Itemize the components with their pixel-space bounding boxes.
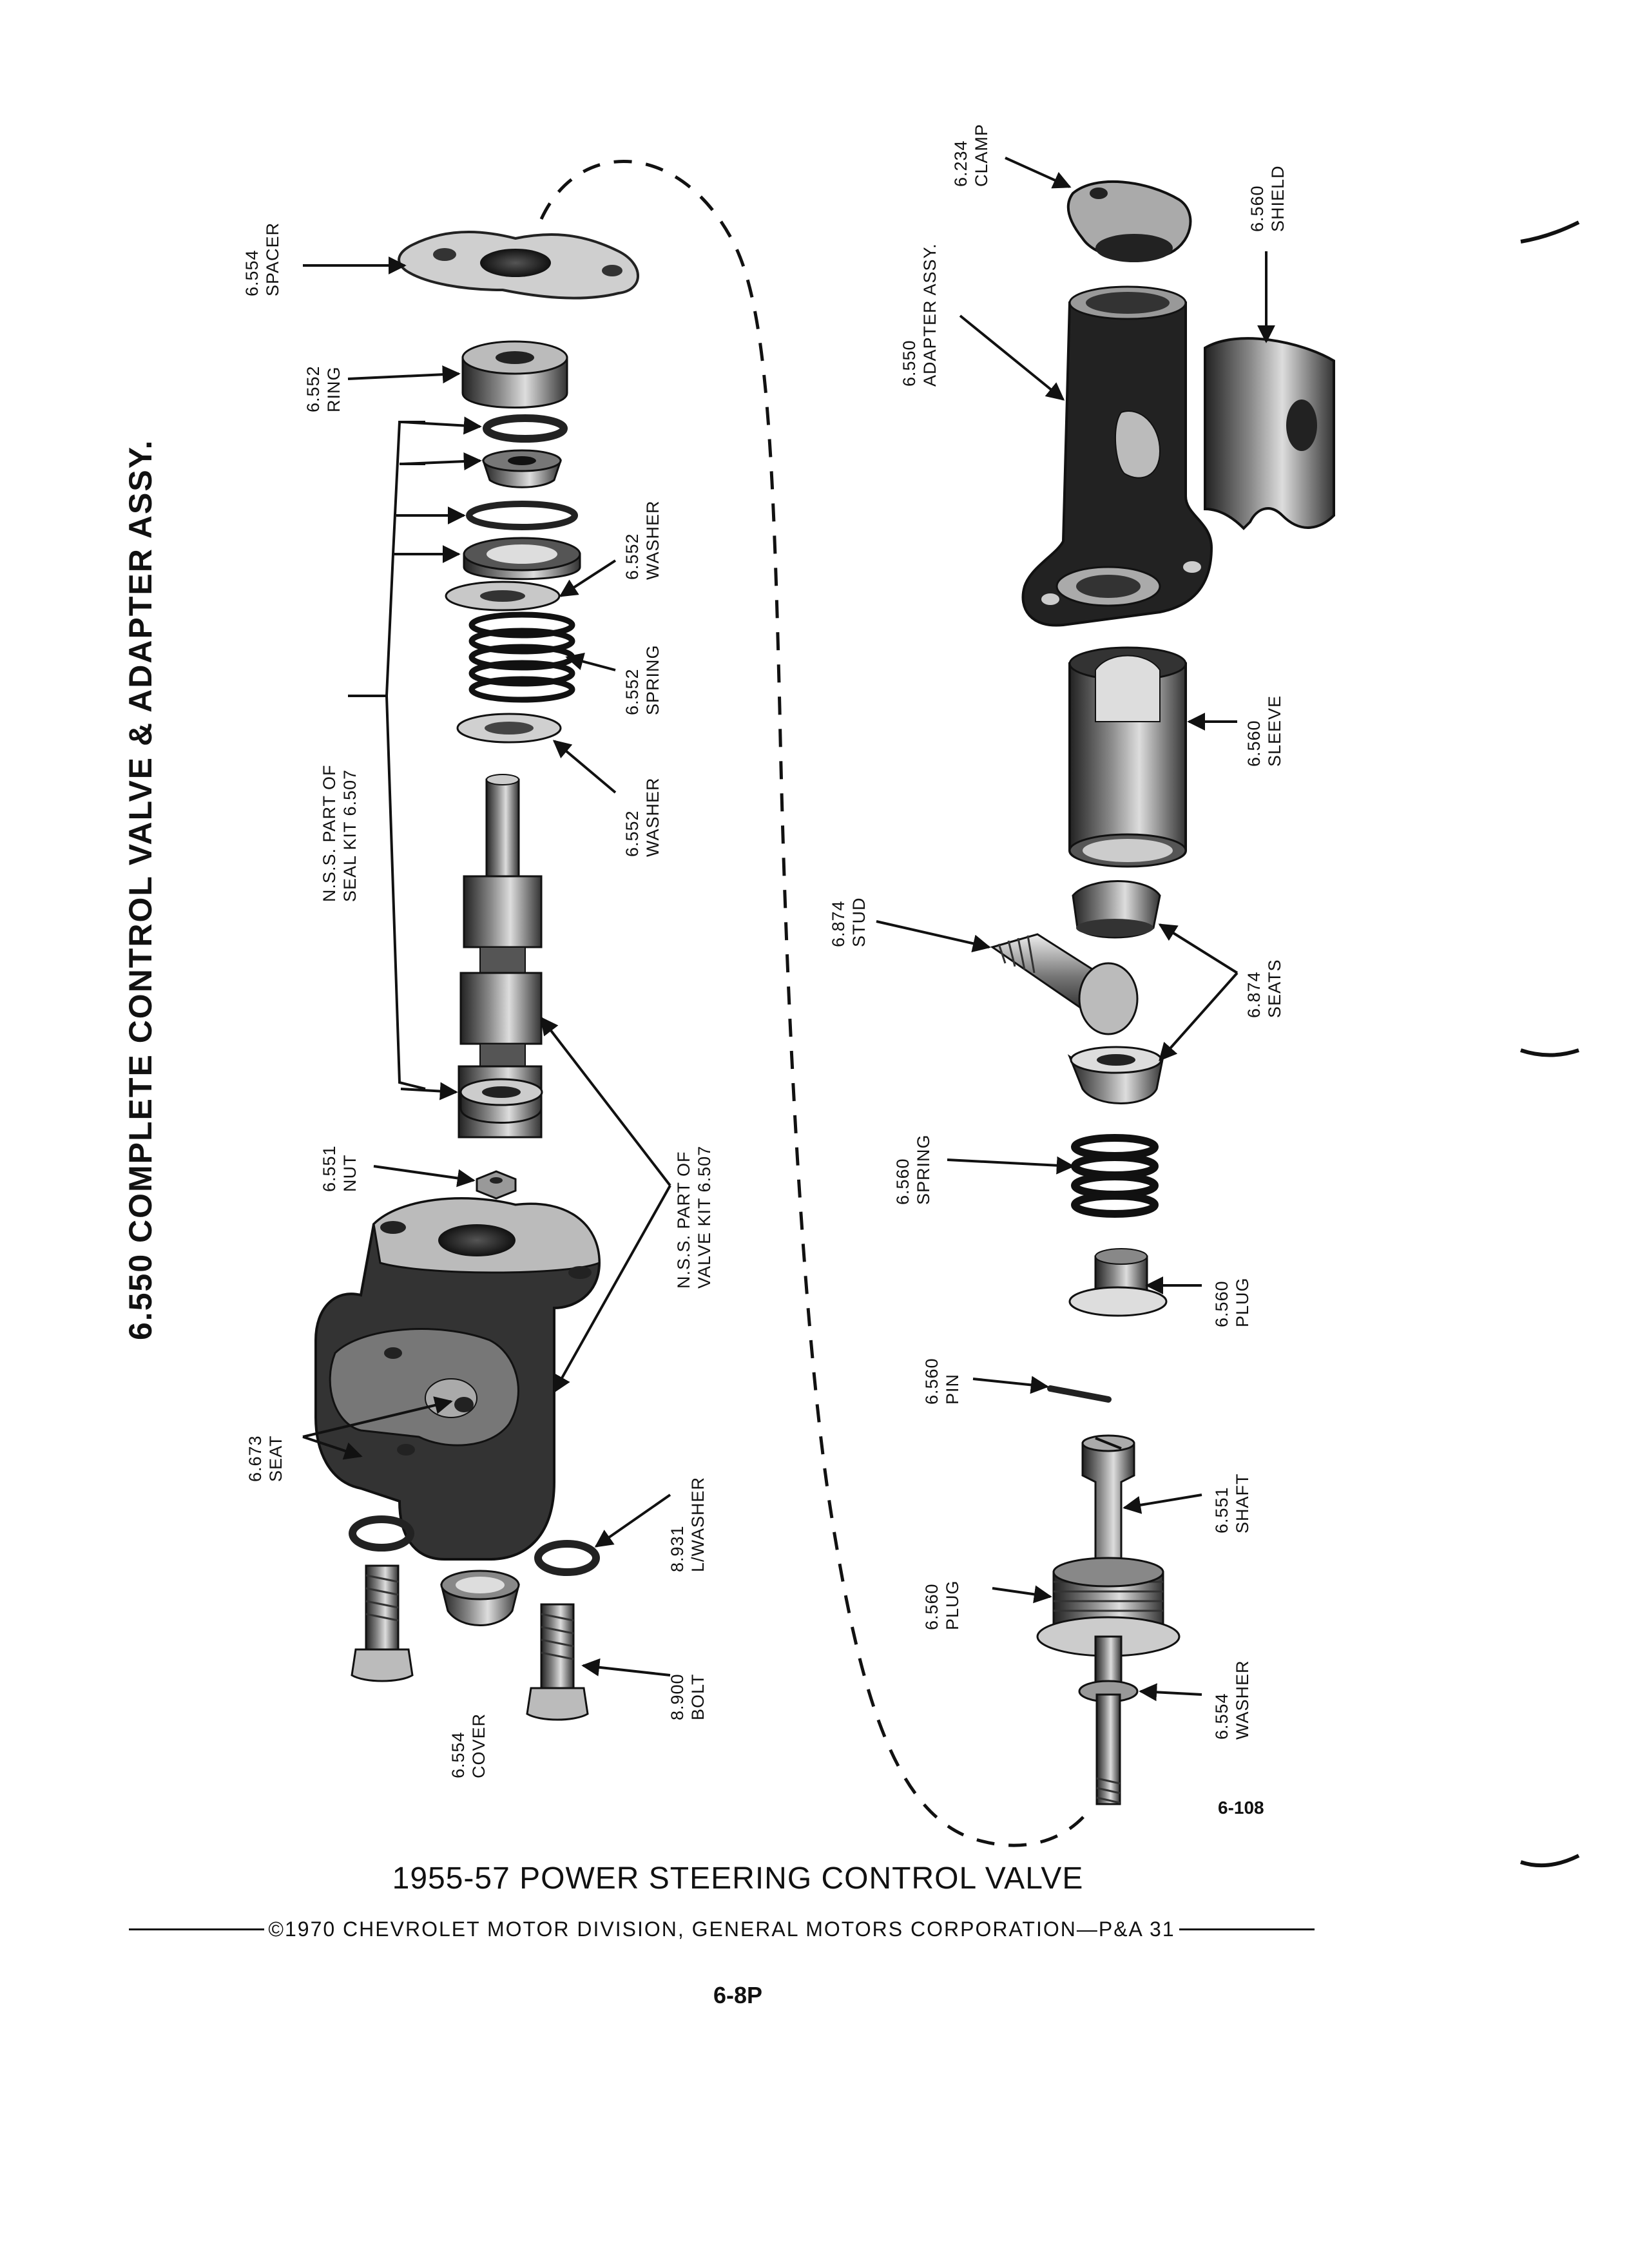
label-plug-r-num: 6.560	[1212, 1280, 1231, 1327]
label-washer-b-name: WASHER	[1233, 1660, 1252, 1740]
leader-plug-l	[992, 1588, 1050, 1597]
label-spring-r-name: SPRING	[914, 1134, 933, 1205]
page-number: 6-8P	[713, 1982, 763, 2008]
label-seal-kit-line2: SEAL KIT 6.507	[340, 769, 360, 902]
label-ring-name: RING	[324, 366, 343, 412]
label-seats-num: 6.874	[1244, 971, 1264, 1018]
lock-washer-left-part	[352, 1519, 410, 1548]
bolt-right-part	[527, 1604, 588, 1720]
leader-valvekit-a	[541, 1018, 670, 1186]
label-stud-num: 6.874	[829, 900, 848, 947]
spacer-part	[399, 232, 638, 298]
leader-seal-2	[403, 461, 480, 464]
copyright-rule-left	[129, 1928, 264, 1930]
o-ring-part	[487, 418, 564, 439]
lock-washer-right-part	[538, 1544, 596, 1572]
leader-ring	[348, 374, 459, 379]
label-bolt-num: 8.900	[668, 1673, 687, 1720]
copyright-rule-right	[1179, 1928, 1315, 1930]
leader-washer-low	[554, 741, 615, 793]
label-lwasher-name: L/WASHER	[688, 1476, 708, 1572]
caption-title: 1955-57 POWER STEERING CONTROL VALVE	[392, 1861, 1084, 1896]
label-bolt-name: BOLT	[688, 1673, 708, 1720]
label-seats-name: SEATS	[1265, 959, 1284, 1018]
label-stud-name: STUD	[849, 897, 869, 947]
bolt-left-part	[352, 1566, 412, 1681]
label-plug-l-name: PLUG	[943, 1580, 962, 1630]
label-shield-num: 6.560	[1248, 185, 1267, 232]
label-valve-kit-line2: VALVE KIT 6.507	[695, 1145, 714, 1289]
valve-housing-part	[316, 1198, 599, 1559]
seat-cup-upper-part	[1073, 881, 1160, 938]
leader-adapter	[960, 316, 1063, 399]
leader-seal-5	[401, 1089, 456, 1092]
leader-seats-a	[1160, 925, 1237, 973]
thin-washer-part	[469, 504, 575, 527]
label-pin-name: PIN	[943, 1373, 962, 1405]
label-seat-num: 6.673	[246, 1435, 265, 1482]
label-nut-num: 6.551	[320, 1145, 339, 1192]
label-spacer-name: SPACER	[263, 222, 282, 296]
label-ring-num: 6.552	[304, 365, 323, 412]
label-washer-low-name: WASHER	[643, 777, 662, 857]
label-lwasher-num: 8.931	[668, 1525, 687, 1572]
washer-part	[446, 582, 559, 610]
page-title: 6.550 COMPLETE CONTROL VALVE & ADAPTER ASSY.	[122, 439, 159, 1340]
label-seal-kit-line1: N.S.S. PART OF	[320, 764, 339, 902]
bottom-seal-part	[461, 1079, 542, 1123]
sleeve-part	[1070, 648, 1186, 867]
cover-part	[441, 1571, 519, 1626]
binder-mark-mid	[1521, 1050, 1579, 1055]
leader-nut	[374, 1166, 474, 1180]
leader-seats-b	[1160, 973, 1237, 1060]
leader-stud	[876, 921, 989, 947]
ring-part	[463, 341, 567, 408]
label-washer-b-num: 6.554	[1212, 1693, 1231, 1740]
label-plug-l-num: 6.560	[922, 1583, 941, 1630]
copyright-line	[129, 1916, 1315, 1942]
label-pin-num: 6.560	[922, 1358, 941, 1405]
copyright-text: ©1970 CHEVROLET MOTOR DIVISION, GENERAL MOTORS CORPORATION—P&A 31	[268, 1917, 1175, 1941]
label-washer-low-num: 6.552	[622, 810, 642, 857]
label-spring-r-num: 6.560	[893, 1158, 912, 1205]
label-clamp-name: CLAMP	[972, 123, 991, 187]
leader-spring	[567, 657, 615, 670]
label-adapter-name: ADAPTER ASSY.	[920, 243, 940, 387]
leader-bolt	[583, 1666, 670, 1675]
figure-number: 6-108	[1218, 1798, 1264, 1818]
leader-spring-r	[947, 1160, 1073, 1166]
adapter-assy-part	[1023, 287, 1212, 626]
clamp-part	[1068, 182, 1191, 262]
assembly-dashed-line	[541, 161, 1089, 1845]
spring-part	[472, 615, 572, 700]
seat-cup-lower-part	[1070, 1047, 1163, 1104]
label-washer-top-name: WASHER	[643, 500, 662, 580]
plug-right-part	[1070, 1249, 1166, 1316]
leader-washer-b	[1141, 1691, 1202, 1695]
binder-mark-bottom	[1521, 1856, 1579, 1865]
label-plug-r-name: PLUG	[1233, 1277, 1252, 1327]
label-seat-name: SEAT	[266, 1435, 285, 1482]
label-adapter-num: 6.550	[900, 340, 919, 387]
label-shield-name: SHIELD	[1268, 165, 1287, 232]
label-shaft-name: SHAFT	[1233, 1473, 1252, 1533]
leader-seal-1	[403, 422, 480, 427]
label-valve-kit-line1: N.S.S. PART OF	[674, 1151, 693, 1289]
label-cover-num: 6.554	[448, 1731, 468, 1778]
pin-part	[1050, 1389, 1108, 1399]
leader-clamp	[1005, 158, 1070, 187]
leader-lwasher	[596, 1495, 670, 1546]
label-cover-name: COVER	[469, 1713, 488, 1778]
label-spring-num: 6.552	[622, 668, 642, 715]
spring-right-part	[1075, 1138, 1155, 1214]
stud-part	[992, 934, 1137, 1034]
seal-ring-part	[464, 538, 580, 579]
seal-kit-bracket	[348, 422, 425, 1089]
binder-mark-top	[1521, 222, 1579, 242]
label-washer-top-num: 6.552	[622, 533, 642, 580]
shaft-assy-part	[1037, 1436, 1179, 1804]
lower-washer-part	[458, 714, 561, 742]
shield-part	[1205, 338, 1334, 528]
label-clamp-num: 6.234	[951, 140, 970, 187]
label-sleeve-name: SLEEVE	[1265, 695, 1284, 767]
label-spacer-num: 6.554	[242, 249, 262, 296]
label-sleeve-num: 6.560	[1244, 720, 1264, 767]
label-shaft-num: 6.551	[1212, 1486, 1231, 1533]
seal-cup-part	[483, 450, 561, 487]
label-nut-name: NUT	[340, 1154, 360, 1192]
nut-part	[477, 1171, 516, 1198]
label-spring-name: SPRING	[643, 644, 662, 715]
leader-pin	[973, 1379, 1047, 1387]
leader-shaft	[1124, 1495, 1202, 1508]
